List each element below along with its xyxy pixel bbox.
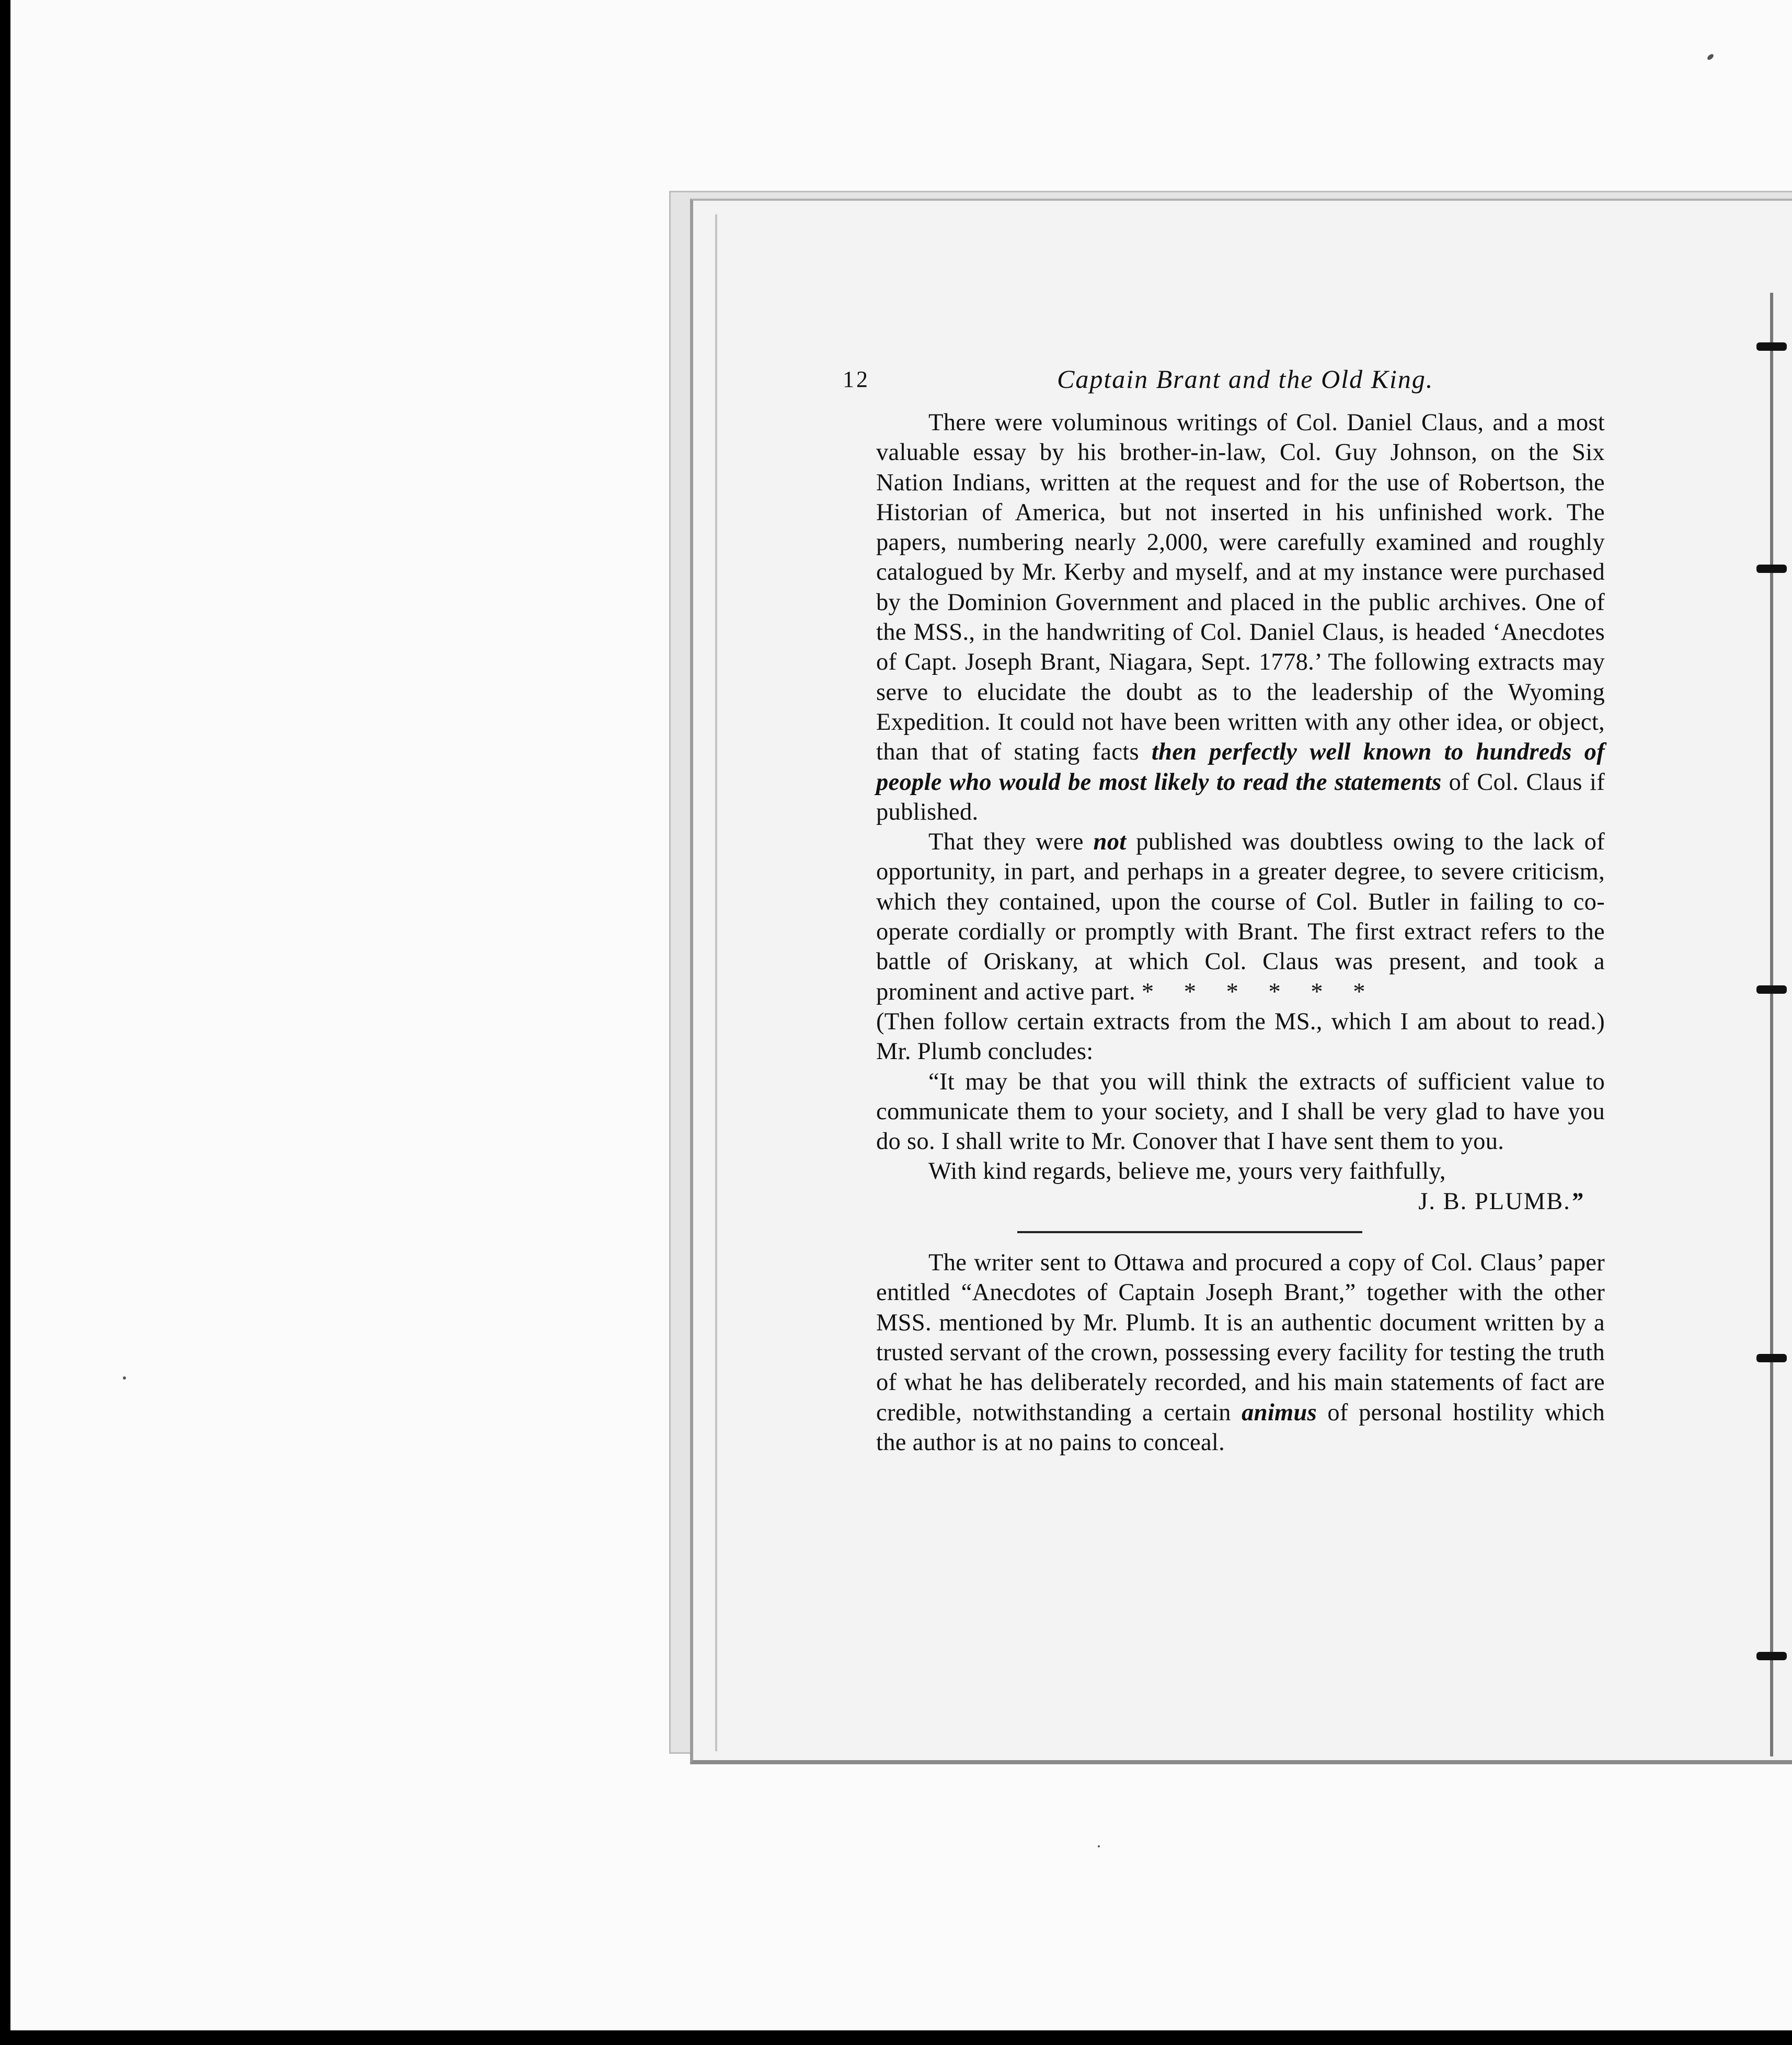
paragraph (876, 1007, 1605, 1067)
binding-knot (1756, 342, 1787, 351)
scan-speck (1098, 1845, 1100, 1847)
emphasis-text: then perfectly well known to hundreds of people who would be most likely to read the statements (876, 739, 1605, 796)
letter-closing: With kind regards, believe me, yours very faithfully, (928, 1158, 1446, 1185)
paragraph-text: published was doubtless owing to the lack of opportunity, in part, and perhaps in a greater degree, to severe criticism, which they contained, upon the course of Col. Butler in failing to co-operate cordially or promptly with Brant. The first extract refers to the battle of Oriskany, at which Col. Claus was present, and took a prominent and active part. (876, 829, 1605, 1005)
scan-speck (123, 1376, 126, 1380)
scan-speck (1706, 53, 1715, 61)
binding-knot (1756, 565, 1787, 573)
paragraph-text: That they were (928, 829, 1094, 856)
emphasis-text: not (1093, 829, 1127, 856)
paragraph-text: “It may be that you will think the extracts of sufficient value to communicate them to your society, and I shall be very glad to have you do so. I shall write to Mr. Conover that I have sent them to you. (876, 1068, 1605, 1155)
binding-knot (1756, 1652, 1787, 1660)
paragraph-text: of personal hostility which the author is at no pains to conceal. (876, 1399, 1605, 1456)
scan-border-bottom (0, 2030, 1792, 2045)
paragraph-text: (Then follow certain extracts from the MS., which I am about to read.) Mr. Plumb concludes: (876, 1008, 1605, 1065)
page-number: 12 (843, 366, 870, 392)
binding-knot (1756, 1354, 1787, 1362)
binding-thread (1770, 293, 1773, 1756)
paragraph (876, 827, 1605, 1007)
paragraph-text: The writer sent to Ottawa and procured a copy of Col. Claus’ paper entitled “Anecdotes of Captain Joseph Brant,” together with the other MSS. mentioned by Mr. Plumb. It is an authentic document written by a trusted servant of the crown, possessing every facility for testing the truth of what he has deliberately recorded, and his main statements of fact are credible, notwithstanding a certain (876, 1249, 1605, 1426)
paragraph (876, 1248, 1605, 1457)
paragraph-text: of Col. Claus if published. (876, 768, 1605, 825)
letter-signature (876, 1187, 1605, 1216)
quoted-letter (876, 1067, 1605, 1157)
running-head (843, 366, 1606, 397)
spine-binding (1751, 293, 1792, 1756)
scan-border-left (0, 0, 10, 2045)
closing-quote: ” (1570, 1188, 1584, 1215)
paragraph-text: There were voluminous writings of Col. Daniel Claus, and a most valuable essay by his brother-in-law, Col. Guy Johnson, on the Six Nation Indians, written at the request and for the use of Robertson, the Historian of America, but not inserted in his unfinished work. The papers, numbering nearly 2,000, were carefully examined and roughly catalogued by Mr. Kerby and myself, and at my instance were purchased by the Dominion Government and placed in the public archives. One of the MSS., in the handwriting of Col. Daniel Claus, is headed ‘Anecdotes of Capt. Joseph Brant, Niagara, Sept. 1778.’ The following extracts may serve to elucidate the doubt as to the leadership of the Wyoming Expedition. It could not have been written with any other idea, or object, than that of stating facts (876, 409, 1605, 766)
section-rule (1017, 1231, 1362, 1233)
page-inner-edge (715, 214, 717, 1751)
ellipsis-stars: * * * * * * (1141, 978, 1365, 1005)
body-text (876, 408, 1605, 1457)
running-title: Captain Brant and the Old King. (1057, 364, 1434, 394)
signature-name: J. B. PLUMB. (1418, 1188, 1571, 1215)
emphasis-text: animus (1242, 1399, 1317, 1426)
binding-knot (1756, 985, 1787, 994)
paragraph (876, 408, 1605, 827)
